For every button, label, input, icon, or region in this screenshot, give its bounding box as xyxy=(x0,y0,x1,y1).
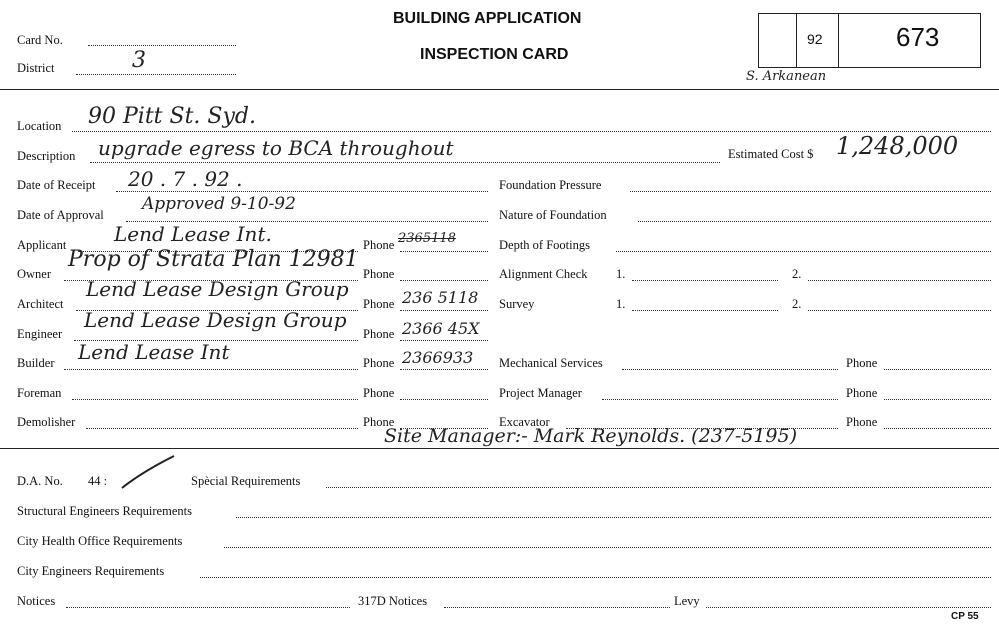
inspector-signature: S. Arkanean xyxy=(746,69,827,84)
applicant-phone-value: 2365118 xyxy=(398,231,456,246)
mechanical-phone-label: Phone xyxy=(846,356,878,370)
notices-field xyxy=(66,607,350,608)
engineer-phone-field xyxy=(400,340,488,341)
header-rule xyxy=(0,89,999,90)
alignment-num-2: 2. xyxy=(792,267,802,281)
survey-label: Survey xyxy=(499,297,535,311)
district-field xyxy=(76,74,236,75)
da-no-value: 44 : xyxy=(88,474,108,488)
project-manager-phone-field xyxy=(884,399,991,400)
depth-footings-label: Depth of Footings xyxy=(499,238,590,252)
project-manager-field xyxy=(602,399,838,400)
excavator-phone-label: Phone xyxy=(846,415,878,429)
applicant-label: Applicant xyxy=(17,238,67,252)
applicant-phone-field xyxy=(400,251,488,252)
owner-label: Owner xyxy=(17,267,52,281)
date-approval-value: Approved 9-10-92 xyxy=(142,194,296,214)
section-rule xyxy=(0,448,999,449)
builder-label: Builder xyxy=(17,356,55,370)
engineer-phone-value: 2366 45X xyxy=(402,319,480,338)
location-value: 90 Pitt St. Syd. xyxy=(88,104,256,129)
builder-value: Lend Lease Int xyxy=(78,340,230,364)
structural-req-label: Structural Engineers Requirements xyxy=(17,504,192,518)
special-req-label: Spècial Requirements xyxy=(191,474,301,488)
description-field xyxy=(90,162,720,163)
excavator-phone-field xyxy=(884,428,991,429)
survey-field-1 xyxy=(632,310,778,311)
estimated-cost-label: Estimated Cost $ xyxy=(728,147,814,161)
box-divider-2 xyxy=(838,13,839,68)
applicant-value: Lend Lease Int. xyxy=(114,222,272,246)
demolisher-phone-label: Phone xyxy=(363,415,395,429)
notices-label: Notices xyxy=(17,594,56,608)
project-manager-label: Project Manager xyxy=(499,386,582,400)
survey-num-1: 1. xyxy=(616,297,626,311)
317d-notices-label: 317D Notices xyxy=(358,594,428,608)
architect-value: Lend Lease Design Group xyxy=(86,277,349,301)
foreman-field xyxy=(72,399,358,400)
nature-foundation-label: Nature of Foundation xyxy=(499,208,607,222)
site-manager-note: Site Manager:- Mark Reynolds. (237-5195) xyxy=(384,425,798,447)
applicant-phone-label: Phone xyxy=(363,238,395,252)
engineer-phone-label: Phone xyxy=(363,327,395,341)
da-no-label: D.A. No. xyxy=(17,474,63,488)
foundation-pressure-label: Foundation Pressure xyxy=(499,178,602,192)
alignment-check-label: Alignment Check xyxy=(499,267,588,281)
engineer-value: Lend Lease Design Group xyxy=(84,308,347,332)
architect-label: Architect xyxy=(17,297,64,311)
date-receipt-field xyxy=(116,191,488,192)
317d-notices-field xyxy=(444,607,670,608)
foreman-label: Foreman xyxy=(17,386,62,400)
builder-phone-value: 2366933 xyxy=(402,348,474,367)
card-no-label: Card No. xyxy=(17,33,63,47)
architect-phone-field xyxy=(400,310,488,311)
date-approval-label: Date of Approval xyxy=(17,208,104,222)
form-code: CP 55 xyxy=(951,611,979,622)
health-req-label: City Health Office Requirements xyxy=(17,534,183,548)
architect-phone-value: 236 5118 xyxy=(402,288,479,307)
date-receipt-value: 20 . 7 . 92 . xyxy=(128,167,243,191)
owner-value: Prop of Strata Plan 12981 xyxy=(68,247,359,272)
location-label: Location xyxy=(17,119,62,133)
number-box-value: 673 xyxy=(896,22,940,52)
project-manager-phone-label: Phone xyxy=(846,386,878,400)
owner-phone-field xyxy=(400,280,488,281)
health-req-field xyxy=(224,547,991,548)
survey-field-2 xyxy=(808,310,991,311)
alignment-field-1 xyxy=(632,280,778,281)
card-no-field xyxy=(88,45,236,46)
foundation-pressure-field xyxy=(630,191,991,192)
levy-field xyxy=(706,607,991,608)
builder-field xyxy=(64,369,358,370)
builder-phone-label: Phone xyxy=(363,356,395,370)
owner-phone-label: Phone xyxy=(363,267,395,281)
description-value: upgrade egress to BCA throughout xyxy=(98,136,454,160)
engineer-label: Engineer xyxy=(17,327,63,341)
excavator-label: Excavator xyxy=(499,415,550,429)
da-pen-stroke xyxy=(118,452,178,492)
year-box-value: 92 xyxy=(807,31,823,47)
city-eng-req-field xyxy=(200,577,991,578)
title-line-2: INSPECTION CARD xyxy=(420,46,569,63)
box-divider-1 xyxy=(796,13,797,68)
district-label: District xyxy=(17,61,55,75)
card-number-box xyxy=(758,13,981,68)
title-line-1: BUILDING APPLICATION xyxy=(393,10,582,27)
levy-label: Levy xyxy=(674,594,700,608)
mechanical-label: Mechanical Services xyxy=(499,356,603,370)
foreman-phone-label: Phone xyxy=(363,386,395,400)
mechanical-field xyxy=(622,369,838,370)
builder-phone-field xyxy=(400,369,488,370)
demolisher-field xyxy=(86,428,358,429)
special-req-field xyxy=(326,487,991,488)
survey-num-2: 2. xyxy=(792,297,802,311)
architect-phone-label: Phone xyxy=(363,297,395,311)
district-value: 3 xyxy=(132,48,146,73)
nature-foundation-field xyxy=(638,221,991,222)
city-eng-req-label: City Engineers Requirements xyxy=(17,564,165,578)
mechanical-phone-field xyxy=(884,369,991,370)
demolisher-label: Demolisher xyxy=(17,415,76,429)
description-label: Description xyxy=(17,149,76,163)
date-receipt-label: Date of Receipt xyxy=(17,178,96,192)
foreman-phone-field xyxy=(400,399,488,400)
alignment-num-1: 1. xyxy=(616,267,626,281)
alignment-field-2 xyxy=(808,280,991,281)
depth-footings-field xyxy=(616,251,991,252)
estimated-cost-value: 1,248,000 xyxy=(836,132,959,160)
structural-req-field xyxy=(236,517,991,518)
